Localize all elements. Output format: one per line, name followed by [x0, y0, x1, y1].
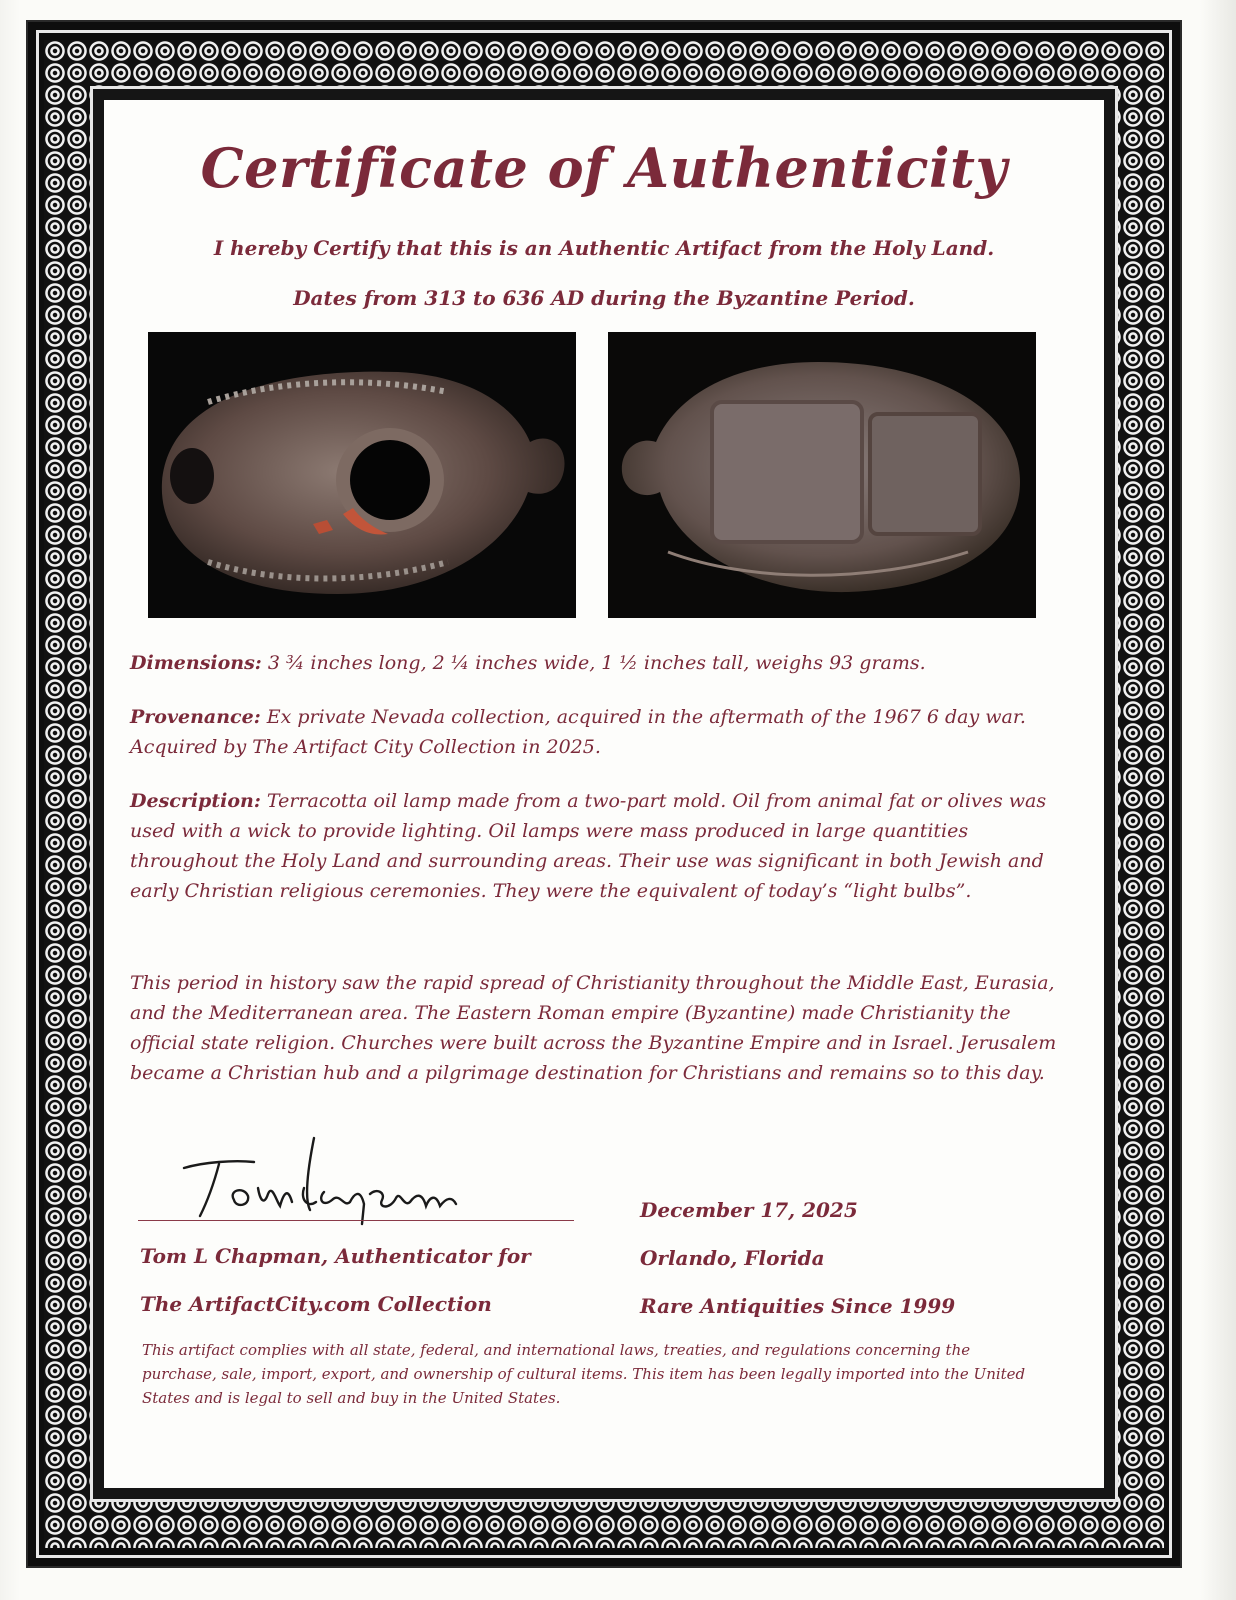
oil-lamp-top-photo [148, 332, 576, 618]
provenance-text: Ex private Nevada collection, acquired in the aftermath of the 1967 6 day war. Acquired by The Artifact City Collection in 2025. [130, 706, 1026, 758]
provenance-paragraph [130, 702, 1070, 762]
dimensions-paragraph [130, 648, 1070, 678]
description-text: Terracotta oil lamp made from a two-part mold. Oil from animal fat or olives was used with a wick to provide lighting. Oil lamps were mass produced in large quantities throughout the Holy Land and surrounding areas. Their use was significant in both Jewish and early Christian religious ceremonies. They were the equivalent of today’s “light bulbs”. [130, 790, 1047, 902]
handwritten-signature [164, 1128, 484, 1228]
description-paragraph [130, 786, 1070, 906]
certify-statement: I hereby Certify that this is an Authentic Artifact from the Holy Land. [213, 236, 995, 260]
signature-line [138, 1220, 574, 1221]
dimensions-text: 3 ¾ inches long, 2 ¼ inches wide, 1 ½ inches tall, weighs 93 grams. [261, 652, 926, 674]
company-tagline: Rare Antiquities Since 1999 [640, 1294, 956, 1318]
collection-name: The ArtifactCity.com Collection [140, 1292, 492, 1316]
date-range-statement: Dates from 313 to 636 AD during the Byzantine Period. [293, 286, 915, 310]
provenance-label: Provenance: [130, 706, 261, 728]
oil-lamp-bottom-photo [608, 332, 1036, 618]
dimensions-label: Dimensions: [130, 652, 262, 674]
history-paragraph: This period in history saw the rapid spread of Christianity throughout the Middle East, Eurasia, and the Mediterranean area. The Eastern Roman empire (Byzantine) made Christianity the official state religion. Churches were built across the Byzantine Empire and in Israel. Jerusalem became a Christian hub and a pilgrimage destination for Christians and remains so to this day. [130, 972, 1057, 1084]
certificate-title: Certificate of Authenticity [200, 136, 1008, 200]
legal-notice: This artifact complies with all state, federal, and international laws, treaties, and regulations concerning the purchase, sale, import, export, and ownership of cultural items. This item has been legally imported into the United States and is legal to sell and buy in the United States. [142, 1341, 1026, 1407]
certificate-body [104, 100, 1104, 1488]
description-label: Description: [130, 790, 261, 812]
certificate-location: Orlando, Florida [640, 1246, 825, 1270]
authenticator-name: Tom L Chapman, Authenticator for [140, 1244, 531, 1268]
certificate-date: December 17, 2025 [640, 1198, 858, 1222]
